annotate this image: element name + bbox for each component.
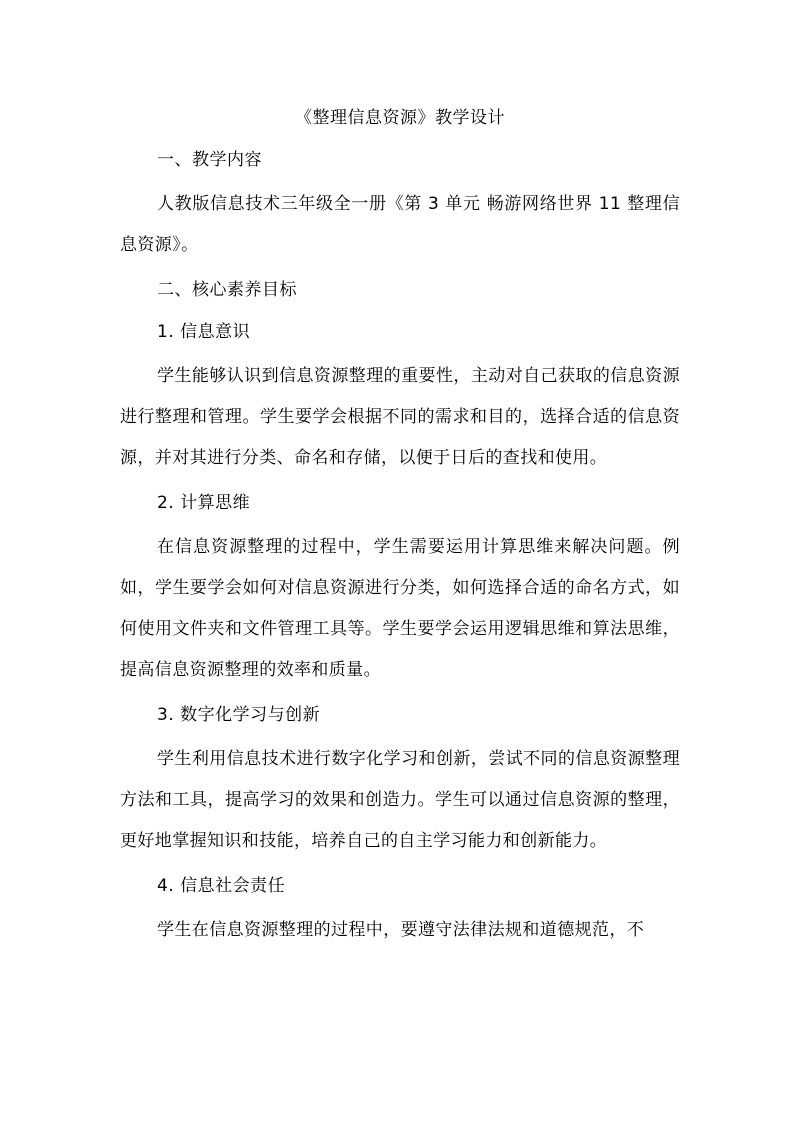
subheading-information-social-responsibility: 4. 信息社会责任 — [157, 876, 286, 896]
subheading-digital-learning-innovation: 3. 数字化学习与创新 — [157, 705, 321, 725]
section-heading-core-literacy-goals: 二、核心素养目标 — [157, 280, 297, 300]
paragraph-computational-thinking: 在信息资源整理的过程中，学生需要运用计算思维来解决问题。例如，学生要学会如何对信息资源进行分类，如何选择合适的命名方式，如何使用文件夹和文件管理工具等。学生要学会运用逻辑思维和算法思维，提高信息资源整理的效率和质量。 — [120, 537, 680, 680]
section-heading-teaching-content: 一、教学内容 — [157, 150, 262, 170]
paragraph-teaching-content: 人教版信息技术三年级全一册《第 3 单元 畅游网络世界 11 整理信息资源》。 — [120, 194, 680, 255]
document-body — [120, 100, 680, 959]
paragraph-information-social-responsibility: 学生在信息资源整理的过程中，要遵守法律法规和道德规范，不 — [157, 920, 645, 940]
subheading-computational-thinking: 2. 计算思维 — [157, 493, 251, 513]
document-title: 《整理信息资源》教学设计 — [295, 108, 505, 128]
paragraph-digital-learning-innovation: 学生利用信息技术进行数字化学习和创新，尝试不同的信息资源整理方法和工具，提高学习的效果和创造力。学生可以通过信息资源的整理，更好地掌握知识和技能，培养自己的自主学习能力和创新能力。 — [120, 749, 680, 851]
paragraph-information-awareness: 学生能够认识到信息资源整理的重要性，主动对自己获取的信息资源进行整理和管理。学生要学会根据不同的需求和目的，选择合适的信息资源，并对其进行分类、命名和存储，以便于日后的查找和使用。 — [120, 366, 680, 468]
subheading-information-awareness: 1. 信息意识 — [157, 322, 251, 342]
